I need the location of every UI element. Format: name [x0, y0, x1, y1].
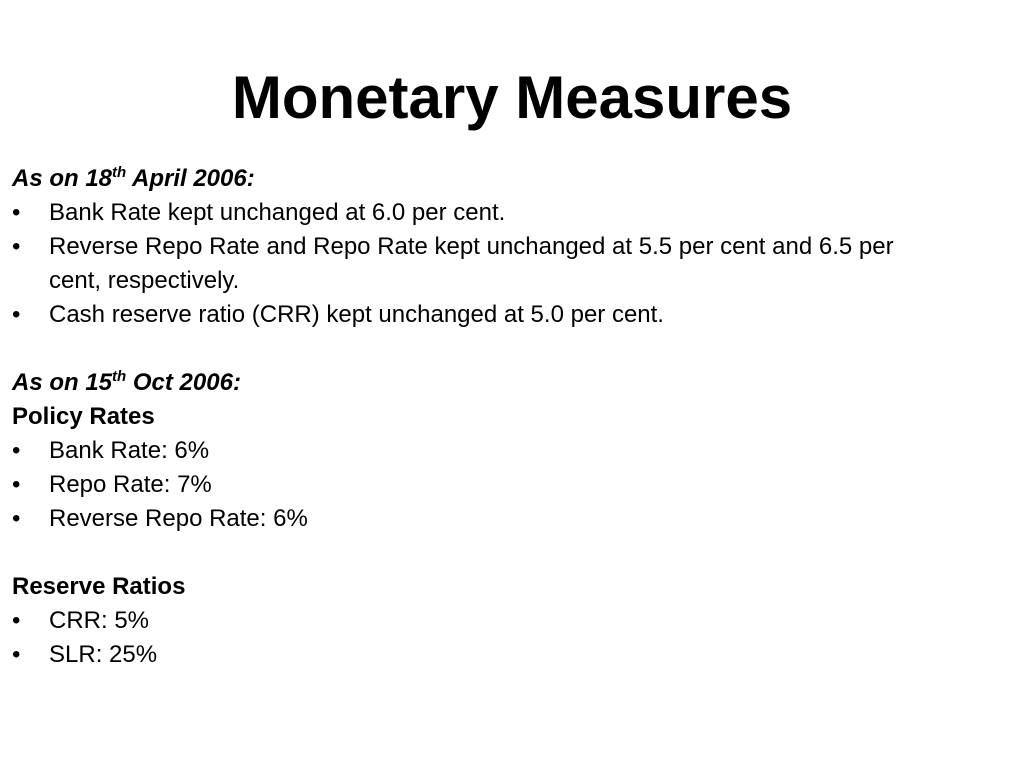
policy-rates-list — [12, 434, 912, 536]
heading-prefix: As on 18 — [12, 165, 113, 192]
bullet-crr: • Cash reserve ratio (CRR) kept unchanged at 5.0 per cent. — [12, 298, 912, 332]
bullet-repo-rates: • Reverse Repo Rate and Repo Rate kept unchanged at 5.5 per cent and 6.5 per cent, respectively. — [12, 230, 912, 298]
slide-body — [12, 162, 912, 672]
heading-superscript: th — [112, 164, 127, 181]
spacer — [12, 536, 912, 570]
slide-title: Monetary Measures — [231, 64, 793, 131]
heading-superscript: th — [112, 368, 127, 385]
bullet-reserve-slr: • SLR: 25% — [12, 638, 912, 672]
heading-suffix: April 2006: — [126, 165, 255, 192]
bullet-policy-bank-rate: • Bank Rate: 6% — [12, 434, 912, 468]
bullet-bank-rate: • Bank Rate kept unchanged at 6.0 per cent. — [12, 196, 912, 230]
spacer — [12, 332, 912, 366]
bullet-policy-repo-rate: • Repo Rate: 7% — [12, 468, 912, 502]
reserve-ratios-list — [12, 604, 912, 672]
reserve-ratios-heading: Reserve Ratios — [12, 573, 186, 600]
policy-rates-heading: Policy Rates — [12, 403, 155, 430]
heading-prefix: As on 15 — [12, 369, 113, 396]
bullet-policy-reverse-repo-rate: • Reverse Repo Rate: 6% — [12, 502, 912, 536]
heading-suffix: Oct 2006: — [126, 369, 241, 396]
april-2006-bullet-list — [12, 196, 912, 332]
bullet-reserve-crr: • CRR: 5% — [12, 604, 912, 638]
section-heading-april-2006 — [12, 162, 912, 196]
section-heading-oct-2006 — [12, 366, 912, 400]
